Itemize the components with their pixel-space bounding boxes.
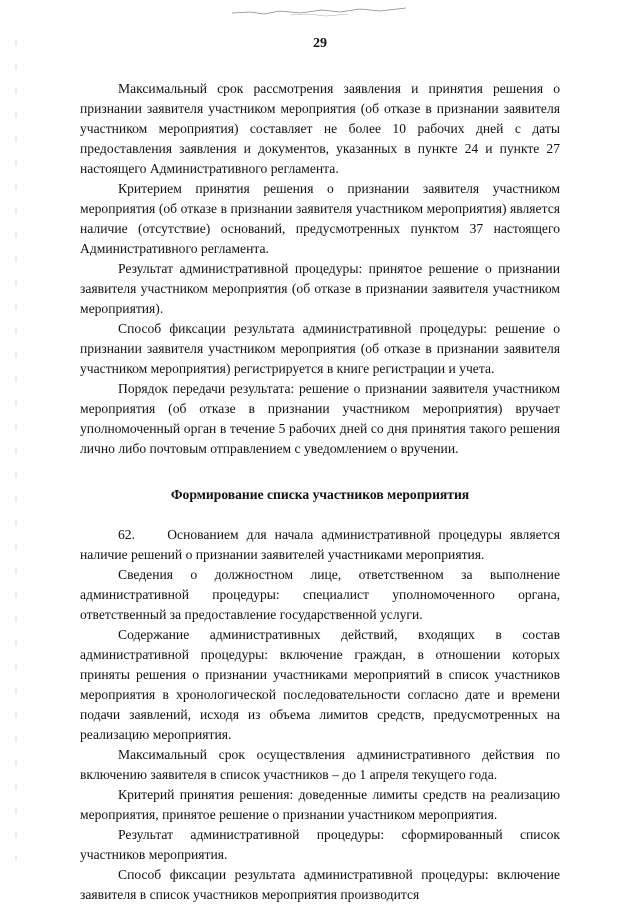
paragraph: Способ фиксации результата административной процедуры: решение о признании заявителя участником мероприятия (об отказе в признании заявителя участником мероприятия) регистрируется в книге регистрации и учета. <box>80 321 560 376</box>
paragraph: Результат административной процедуры: сформированный список участников мероприятия. <box>80 827 560 862</box>
paragraph: Критерием принятия решения о признании заявителя участником мероприятия (об отказе в признании заявителя участником мероприятия) является наличие (отсутствие) оснований, предусмотренных пунктом 37 настоящего Административного регламента. <box>80 181 560 256</box>
paragraph: Сведения о должностном лице, ответственном за выполнение административной процедуры: специалист уполномоченного органа, ответственный за предоставление государственной услуги. <box>80 567 560 622</box>
document-body <box>80 79 560 905</box>
paragraph: Максимальный срок рассмотрения заявления и принятия решения о признании заявителя участником мероприятия (об отказе в признании заявителя участником мероприятия) составляет не более 10 рабочих дней с даты предоставления заявления и документов, указанных в пункте 24 и пункте 27 настоящего Административного регламента. <box>80 81 560 176</box>
paragraph: Способ фиксации результата административной процедуры: включение заявителя в список участников мероприятия производится <box>80 867 560 902</box>
page-number: 29 <box>313 36 327 51</box>
scan-edge <box>14 40 18 860</box>
section-heading: Формирование списка участников мероприятия <box>170 487 470 502</box>
paragraph: Максимальный срок осуществления административного действия по включению заявителя в список участников – до 1 апреля текущего года. <box>80 747 560 782</box>
item-number: 62. <box>118 527 135 542</box>
paragraph: Содержание административных действий, входящих в состав административной процедуры: включение граждан, в отношении которых приняты решения о признании участниками мероприятий в список участников мероприятия в хронологической последовательности согласно дате и времени подачи заявлений, исходя из объема лимитов средств, предусмотренных на реализацию мероприятия. <box>80 627 560 742</box>
item-text: Основанием для начала административной процедуры является наличие решений о признании заявителей участниками мероприятия. <box>80 527 560 562</box>
paragraph: Критерий принятия решения: доведенные лимиты средств на реализацию мероприятия, принятое решение о признании участником мероприятия. <box>80 787 560 822</box>
paragraph: Порядок передачи результата: решение о признании заявителя участником мероприятия (об отказе в признании участником мероприятия) вручает уполномоченный орган в течение 5 рабочих дней со дня принятия такого решения лично либо почтовым отправлением с уведомлением о вручении. <box>80 381 560 456</box>
scan-artifact <box>230 4 410 18</box>
paragraph: Результат административной процедуры: принятое решение о признании заявителя участником мероприятия (об отказе в признании заявителя участником мероприятия). <box>80 261 560 316</box>
numbered-paragraph <box>80 525 560 565</box>
